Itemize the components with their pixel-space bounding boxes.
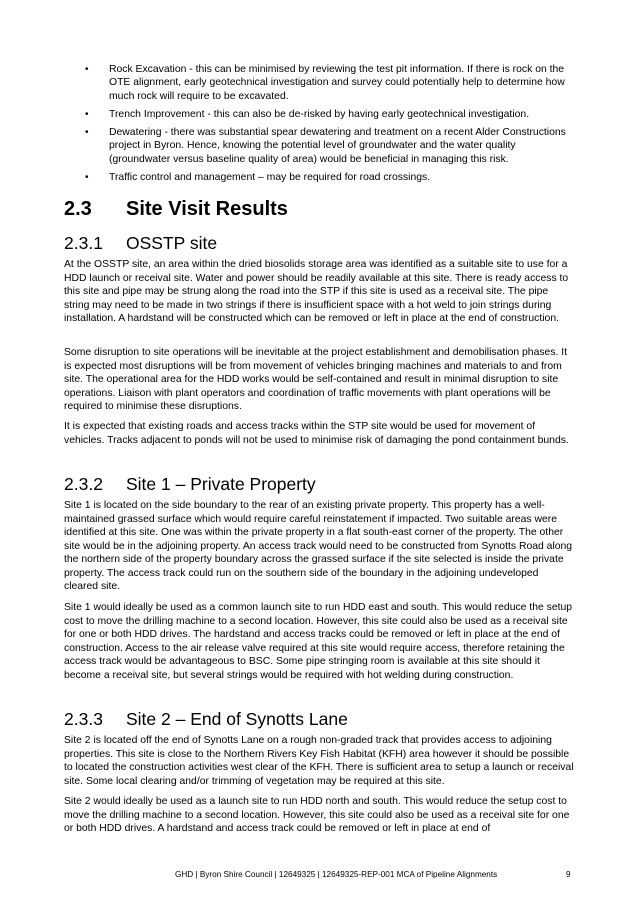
- bullet-glyph: •: [85, 108, 89, 120]
- bullet-item: [64, 63, 574, 103]
- subsection-heading-osstp: [64, 233, 217, 254]
- subsection-number: 2.3.2: [64, 474, 103, 494]
- section-heading: [64, 198, 288, 221]
- bullet-item: [64, 171, 574, 184]
- subsection-heading-site2: [64, 709, 348, 730]
- bullet-glyph: •: [85, 64, 89, 75]
- bullet-text: Trench Improvement - this can also be de-risked by having early geotechnical investigation.: [109, 108, 530, 120]
- page-number: 9: [566, 870, 571, 879]
- paragraph: At the OSSTP site, an area within the dried biosolids storage area was identified as a suitable site to use for a HDD launch or receival site. Water and power should be readily available at this site. There is ready access to this site and pipe may be strung along the road into the STP if this site is used as a receival site. The pipe string may need to be made in two strings if there is insufficient space with a hot weld to join strings during installation. A hardstand will be constructed which can be removed or left in place at the end of construction.: [64, 259, 569, 324]
- bullet-item: [64, 126, 574, 166]
- risk-bullet-list: [64, 63, 574, 189]
- bullet-text: Rock Excavation - this can be minimised by reviewing the test pit information. If there is rock on the OTE alignment, early geotechnical investigation and survey could potentially help to determine how much rock will require to be excavated.: [109, 64, 565, 102]
- paragraph: Site 2 would ideally be used as a launch site to run HDD north and south. This would reduce the setup cost to move the drilling machine to a second location. However, this site could also be used as a receival site for one or both HDD drives. A hardstand and access track could be removed or left in place at end of: [64, 796, 570, 834]
- bullet-glyph: •: [85, 126, 89, 138]
- paragraph: It is expected that existing roads and access tracks within the STP site would be used for movement of vehicles. Tracks adjacent to ponds will not be used to minimise risk of damaging the pond containment bunds.: [64, 421, 569, 446]
- section-title: Site Visit Results: [126, 198, 288, 220]
- subsection-heading-site1: [64, 474, 316, 495]
- paragraph: Site 1 would ideally be used as a common launch site to run HDD east and south. This would reduce the setup cost to move the drilling machine to a second location. However, this site could also be used as a receival site for one or both HDD drives. The hardstand and access tracks could be removed or left in place at the end of construction. Access to the air release valve required at this site would require access, therefore retaining the access track would be advantageous to BSC. Some pipe stringing room is available at this site should it become a receival site, but several strings would be required with hot welding during construction.: [64, 602, 573, 681]
- bullet-text: Dewatering - there was substantial spear dewatering and treatment on a recent Alder Constructions project in Byron. Hence, knowing the potential level of groundwater and the water quality (groundwater versus baseline quality of area) would be beneficial in managing this risk.: [109, 126, 566, 165]
- paragraph: Some disruption to site operations will be inevitable at the project establishment and demobilisation phases. It is expected most disruptions will be from movement of vehicles bringing machines and materials to and from site. The operational area for the HDD works would be self-contained and result in minimal disruption to site operations. Liaison with plant operators and coordination of traffic movements with plant operations will be required to minimise these disruptions.: [64, 347, 568, 412]
- bullet-glyph: •: [85, 171, 89, 183]
- paragraph: Site 2 is located off the end of Synotts Lane on a rough non-graded track that provides access to adjoining properties. This site is close to the Northern Rivers Key Fish Habitat (KFH) area however it should be possible to located the construction activities west clear of the KFH. There is sufficient area to setup a launch or receival site. Some local clearing and/or trimming of vegetation may be required at this site.: [64, 735, 574, 787]
- subsection-title: Site 1 – Private Property: [126, 474, 316, 494]
- section-number: 2.3: [64, 198, 92, 220]
- subsection-number: 2.3.1: [64, 233, 103, 253]
- bullet-item: [64, 108, 574, 121]
- bullet-text: Traffic control and management – may be required for road crossings.: [109, 171, 431, 183]
- footer-text: GHD | Byron Shire Council | 12649325 | 12649325-REP-001 MCA of Pipeline Alignments: [175, 870, 498, 879]
- subsection-title: Site 2 – End of Synotts Lane: [126, 709, 348, 729]
- subsection-title: OSSTP site: [126, 233, 218, 253]
- paragraph: Site 1 is located on the side boundary to the rear of an existing private property. This property has a well-maintained grassed surface which would require careful reinstatement if impacted. Two suitable areas were identified at this site. One was within the private property in a flat south-east corner of the property. The other site would be in the adjoining property. An access track would need to be constructed from Synotts Road along the northern side of the property boundary across the grassed surface if the site selected is inside the private property. The access track could run on the southern side of the boundary in the adjoining undeveloped cleared site.: [64, 500, 573, 592]
- subsection-number: 2.3.3: [64, 709, 103, 729]
